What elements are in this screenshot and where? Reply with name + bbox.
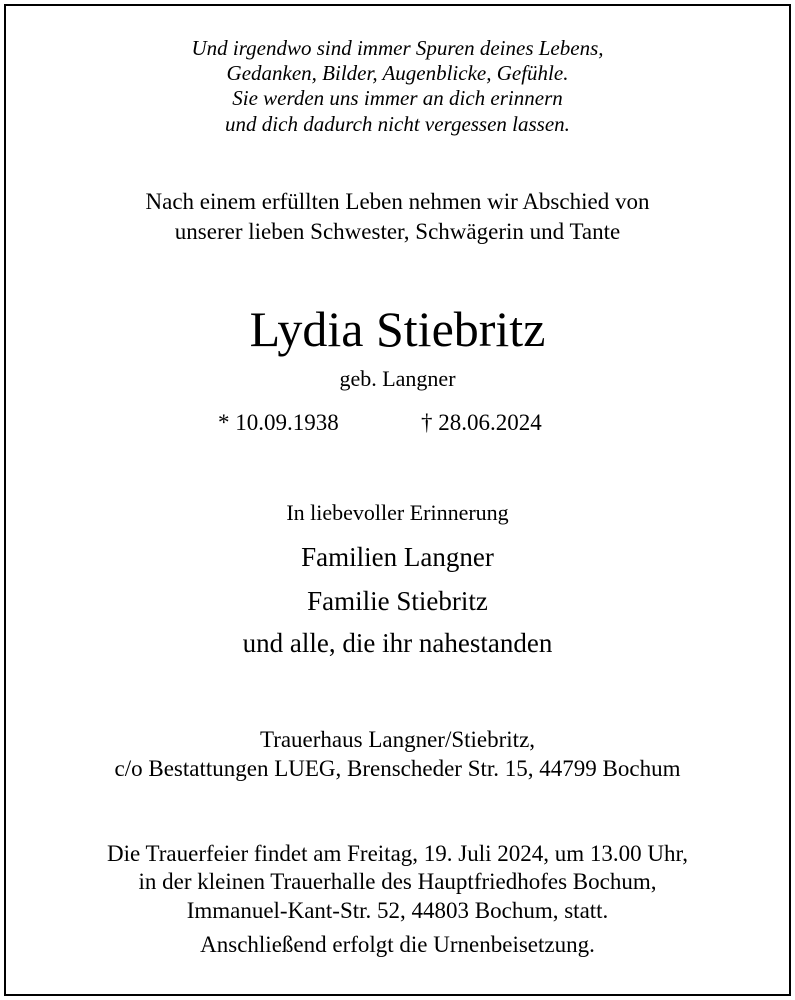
address-line-2: c/o Bestattungen LUEG, Brenscheder Str. 15, 44799 Bochum bbox=[114, 756, 681, 781]
life-dates bbox=[0, 410, 795, 440]
poem-line-1: Und irgendwo sind immer Spuren deines Lebens, bbox=[191, 36, 604, 60]
maiden-name: geb. Langner bbox=[339, 366, 456, 391]
service-line-1: Die Trauerfeier findet am Freitag, 19. Juli 2024, um 13.00 Uhr, bbox=[106, 841, 688, 866]
mourner-line-3: und alle, die ihr nahestanden bbox=[242, 628, 553, 658]
service-line-4: Anschließend erfolgt die Urnenbeisetzung. bbox=[200, 932, 595, 957]
intro-line-1: Nach einem erfüllten Leben nehmen wir Abschied von bbox=[145, 189, 650, 214]
birth-date: * 10.09.1938 bbox=[218, 410, 339, 435]
address-line-1: Trauerhaus Langner/Stiebritz, bbox=[259, 727, 536, 752]
service-line-2: in der kleinen Trauerhalle des Hauptfriedhofes Bochum, bbox=[138, 869, 657, 894]
poem-line-3: Sie werden uns immer an dich erinnern bbox=[232, 86, 563, 110]
poem-line-2: Gedanken, Bilder, Augenblicke, Gefühle. bbox=[226, 61, 569, 85]
deceased-name: Lydia Stiebritz bbox=[249, 301, 546, 357]
service-line-3: Immanuel-Kant-Str. 52, 44803 Bochum, statt. bbox=[186, 898, 609, 923]
death-date: † 28.06.2024 bbox=[421, 410, 542, 435]
intro-line-2: unserer lieben Schwester, Schwägerin und Tante bbox=[174, 219, 621, 244]
poem-line-4: und dich dadurch nicht vergessen lassen. bbox=[225, 112, 570, 136]
memory-line: In liebevoller Erinnerung bbox=[286, 500, 509, 525]
mourner-line-1: Familien Langner bbox=[301, 542, 494, 572]
mourner-line-2: Familie Stiebritz bbox=[307, 586, 488, 616]
